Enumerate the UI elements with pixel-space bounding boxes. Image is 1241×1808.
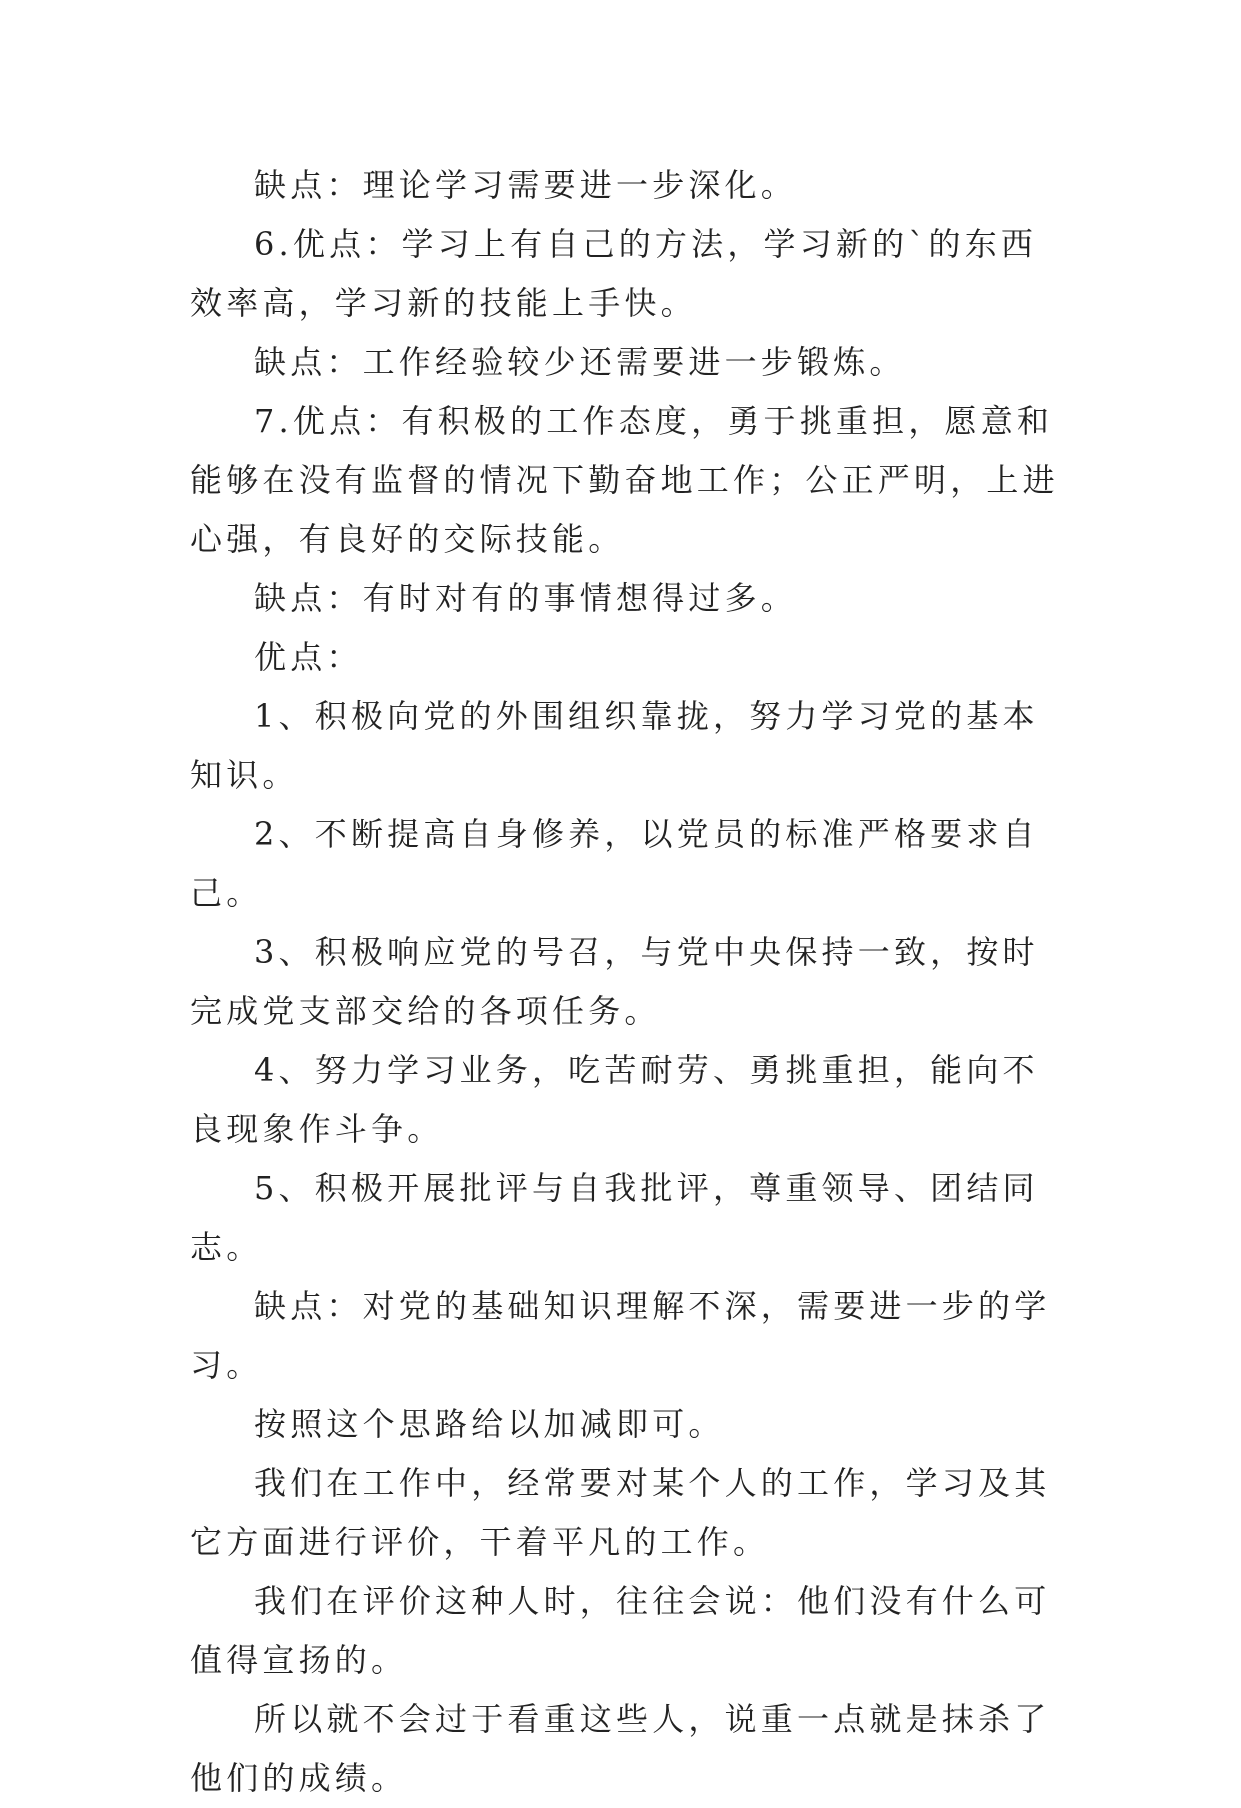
- paragraph: 所以就不会过于看重这些人，说重一点就是抹杀了他们的成绩。: [190, 1700, 1051, 1797]
- paragraph: 优点：: [254, 638, 363, 676]
- paragraph: 1、积极向党的外围组织靠拢，努力学习党的基本知识。: [190, 697, 1039, 794]
- paragraph: 6.优点：学习上有自己的方法，学习新的`的东西效率高，学习新的技能上手快。: [190, 225, 1038, 322]
- paragraph: 4、努力学习业务，吃苦耐劳、勇挑重担，能向不良现象作斗争。: [190, 1051, 1039, 1148]
- paragraph: 缺点：有时对有的事情想得过多。: [254, 579, 798, 617]
- paragraph: 5、积极开展批评与自我批评，尊重领导、团结同志。: [190, 1169, 1039, 1266]
- document-body: [190, 156, 1068, 1808]
- paragraph: 按照这个思路给以加减即可。: [254, 1405, 725, 1443]
- paragraph: 3、积极响应党的号召，与党中央保持一致，按时完成党支部交给的各项任务。: [190, 933, 1039, 1030]
- paragraph: 我们在工作中，经常要对某个人的工作，学习及其它方面进行评价，干着平凡的工作。: [190, 1464, 1051, 1561]
- paragraph: 缺点：工作经验较少还需要进一步锻炼。: [254, 343, 906, 381]
- paragraph: 7.优点：有积极的工作态度，勇于挑重担，愿意和能够在没有监督的情况下勤奋地工作；公正严明，上进心强，有良好的交际技能。: [190, 402, 1059, 558]
- paragraph: 我们在评价这种人时，往往会说：他们没有什么可值得宣扬的。: [190, 1582, 1051, 1679]
- paragraph: 缺点：对党的基础知识理解不深，需要进一步的学习。: [190, 1287, 1051, 1384]
- paragraph: 缺点：理论学习需要进一步深化。: [254, 166, 798, 204]
- paragraph: 2、不断提高自身修养，以党员的标准严格要求自己。: [190, 815, 1039, 912]
